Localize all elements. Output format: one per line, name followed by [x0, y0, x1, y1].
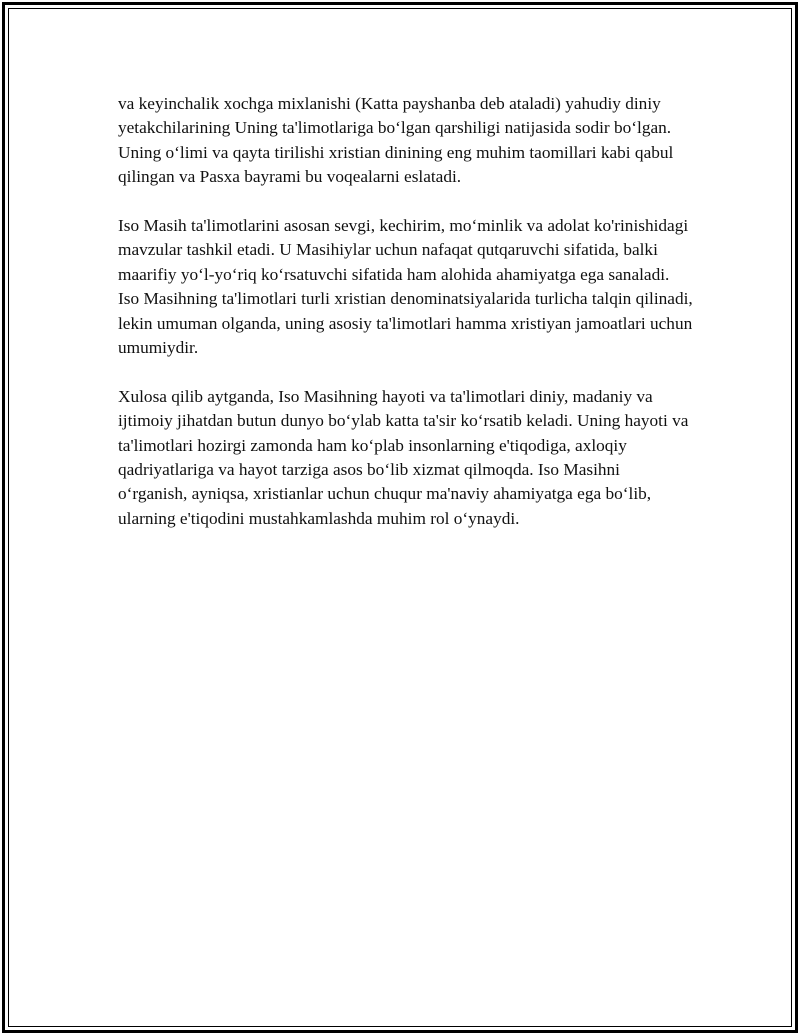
paragraph-3: Xulosa qilib aytganda, Iso Masihning hayoti va ta'limotlari diniy, madaniy va ijtimoiy jihatdan butun dunyo bo‘ylab katta ta'sir ko‘rsatib keladi. Uning hayoti va ta'limotlari hozirgi zamonda ham ko‘plab insonlarning e'tiqodiga, axloqiy qadriyatlariga va hayot tarziga asos bo‘lib xizmat qilmoqda. Iso Masihni o‘rganish, ayniqsa, xristianlar uchun chuqur ma'naviy ahamiyatga ega bo‘lib, ularning e'tiqodini mustahkamlashda muhim rol o‘ynaydi.: [118, 386, 689, 528]
paragraph-1: va keyinchalik xochga mixlanishi (Katta payshanba deb ataladi) yahudiy diniy yetakchilarining Uning ta'limotlariga bo‘lgan qarshiligi natijasida sodir bo‘lgan. Uning o‘limi va qayta tirilishi xristian dinining eng muhim taomillari kabi qabul qilingan va Pasxa bayrami bu voqealarni eslatadi.: [118, 94, 674, 187]
paragraph-2: Iso Masih ta'limotlarini asosan sevgi, kechirim, mo‘minlik va adolat ko'rinishidagi mavzular tashkil etadi. U Masihiylar uchun nafaqat qutqaruvchi sifatida, balki maarifiy yo‘l-yo‘riq ko‘rsatuvchi sifatida ham alohida ahamiyatga ega sanaladi. Iso Masihning ta'limotlari turli xristian denominatsiyalarida turlicha talqin qilinadi, lekin umuman olganda, uning asosiy ta'limotlari hamma xristiyan jamoatlari uchun umumiydir.: [118, 216, 693, 358]
document-body: [118, 92, 693, 556]
